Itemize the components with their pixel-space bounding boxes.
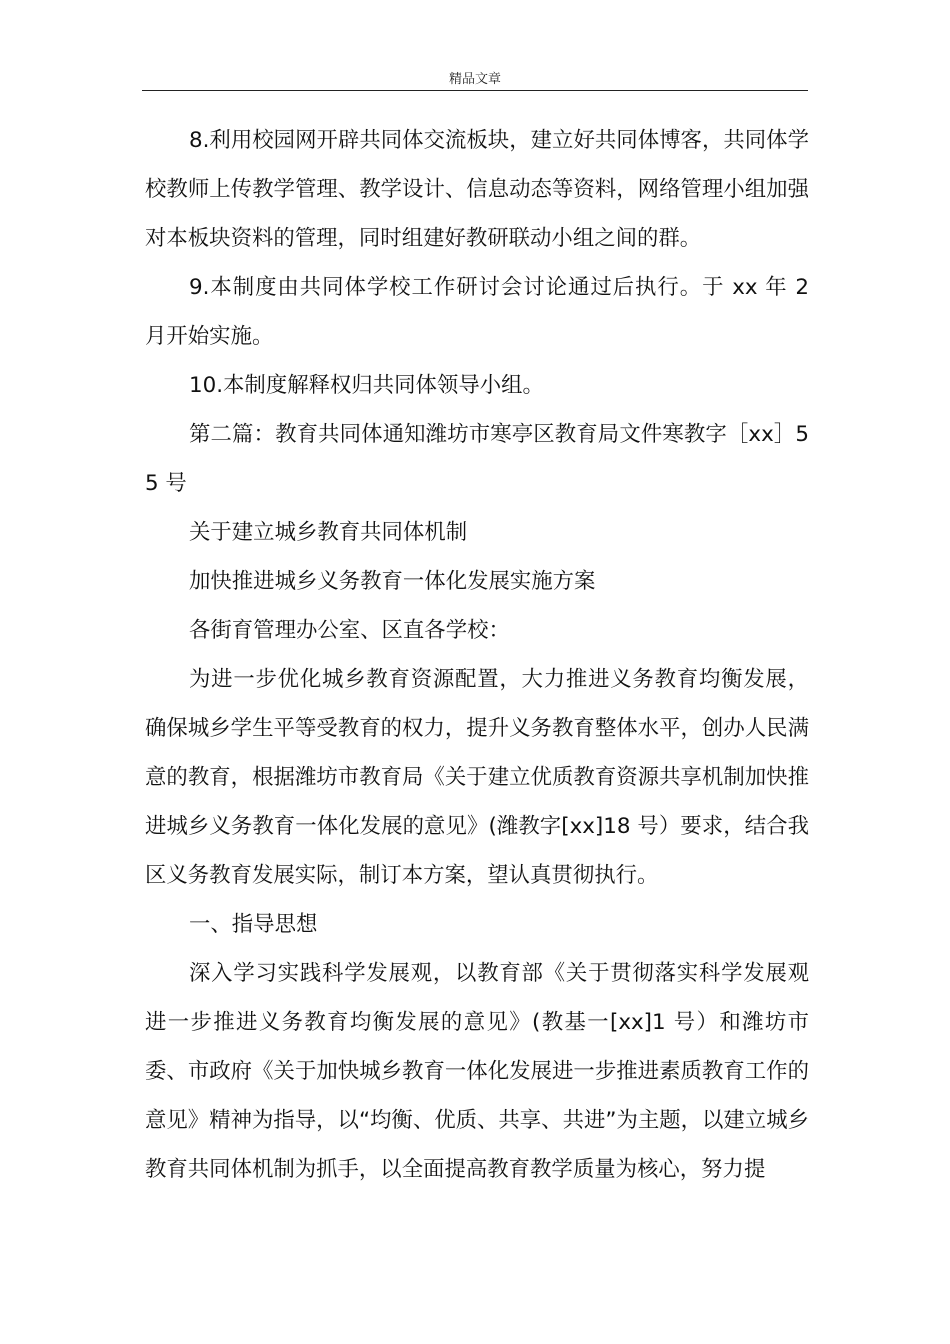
section-heading-guiding-ideology: 一、指导思想 <box>189 912 318 937</box>
document-title-line-2: 加快推进城乡义务教育一体化发展实施方案 <box>189 569 596 594</box>
header-title: 精品文章 <box>448 72 501 87</box>
addressee-line: 各街育管理办公室、区直各学校： <box>189 618 510 643</box>
paragraph-item-8: 8.利用校园网开辟共同体交流板块，建立好共同体博客，共同体学校教师上传教学管理、教学设计、信息动态等资料，网络管理小组加强对本板块资料的管理，同时组建好教研联动小组之间的群。 <box>145 128 809 251</box>
document-title-line-1: 关于建立城乡教育共同体机制 <box>189 520 468 545</box>
guiding-ideology-paragraph: 深入学习实践科学发展观，以教育部《关于贯彻落实科学发展观进一步推进义务教育均衡发展的意见》(教基一[xx]1 号）和潍坊市委、市政府《关于加快城乡教育一体化发展进一步推进素质教育工作的意见》精神为指导，以“均衡、优质、共享、共进”为主题，以建立城乡教育共同体机制为抓手，以全面提高教育教学质量为核心，努力提 <box>145 961 809 1182</box>
paragraph-item-10: 10.本制度解释权归共同体领导小组。 <box>189 373 544 398</box>
intro-paragraph: 为进一步优化城乡教育资源配置，大力推进义务教育均衡发展，确保城乡学生平等受教育的权力，提升义务教育整体水平，创办人民满意的教育，根据潍坊市教育局《关于建立优质教育资源共享机制加快推进城乡义务教育一体化发展的意见》(潍教字[xx]18 号）要求，结合我区义务教育发展实际，制订本方案，望认真贯彻执行。 <box>145 667 809 888</box>
paragraph-item-9: 9.本制度由共同体学校工作研讨会讨论通过后执行。于 xx 年 2 月开始实施。 <box>145 275 809 349</box>
section-heading-part-two: 第二篇：教育共同体通知潍坊市寒亭区教育局文件寒教字［xx］55 号 <box>145 422 809 496</box>
document-body <box>145 116 809 1194</box>
page-header <box>142 68 808 91</box>
